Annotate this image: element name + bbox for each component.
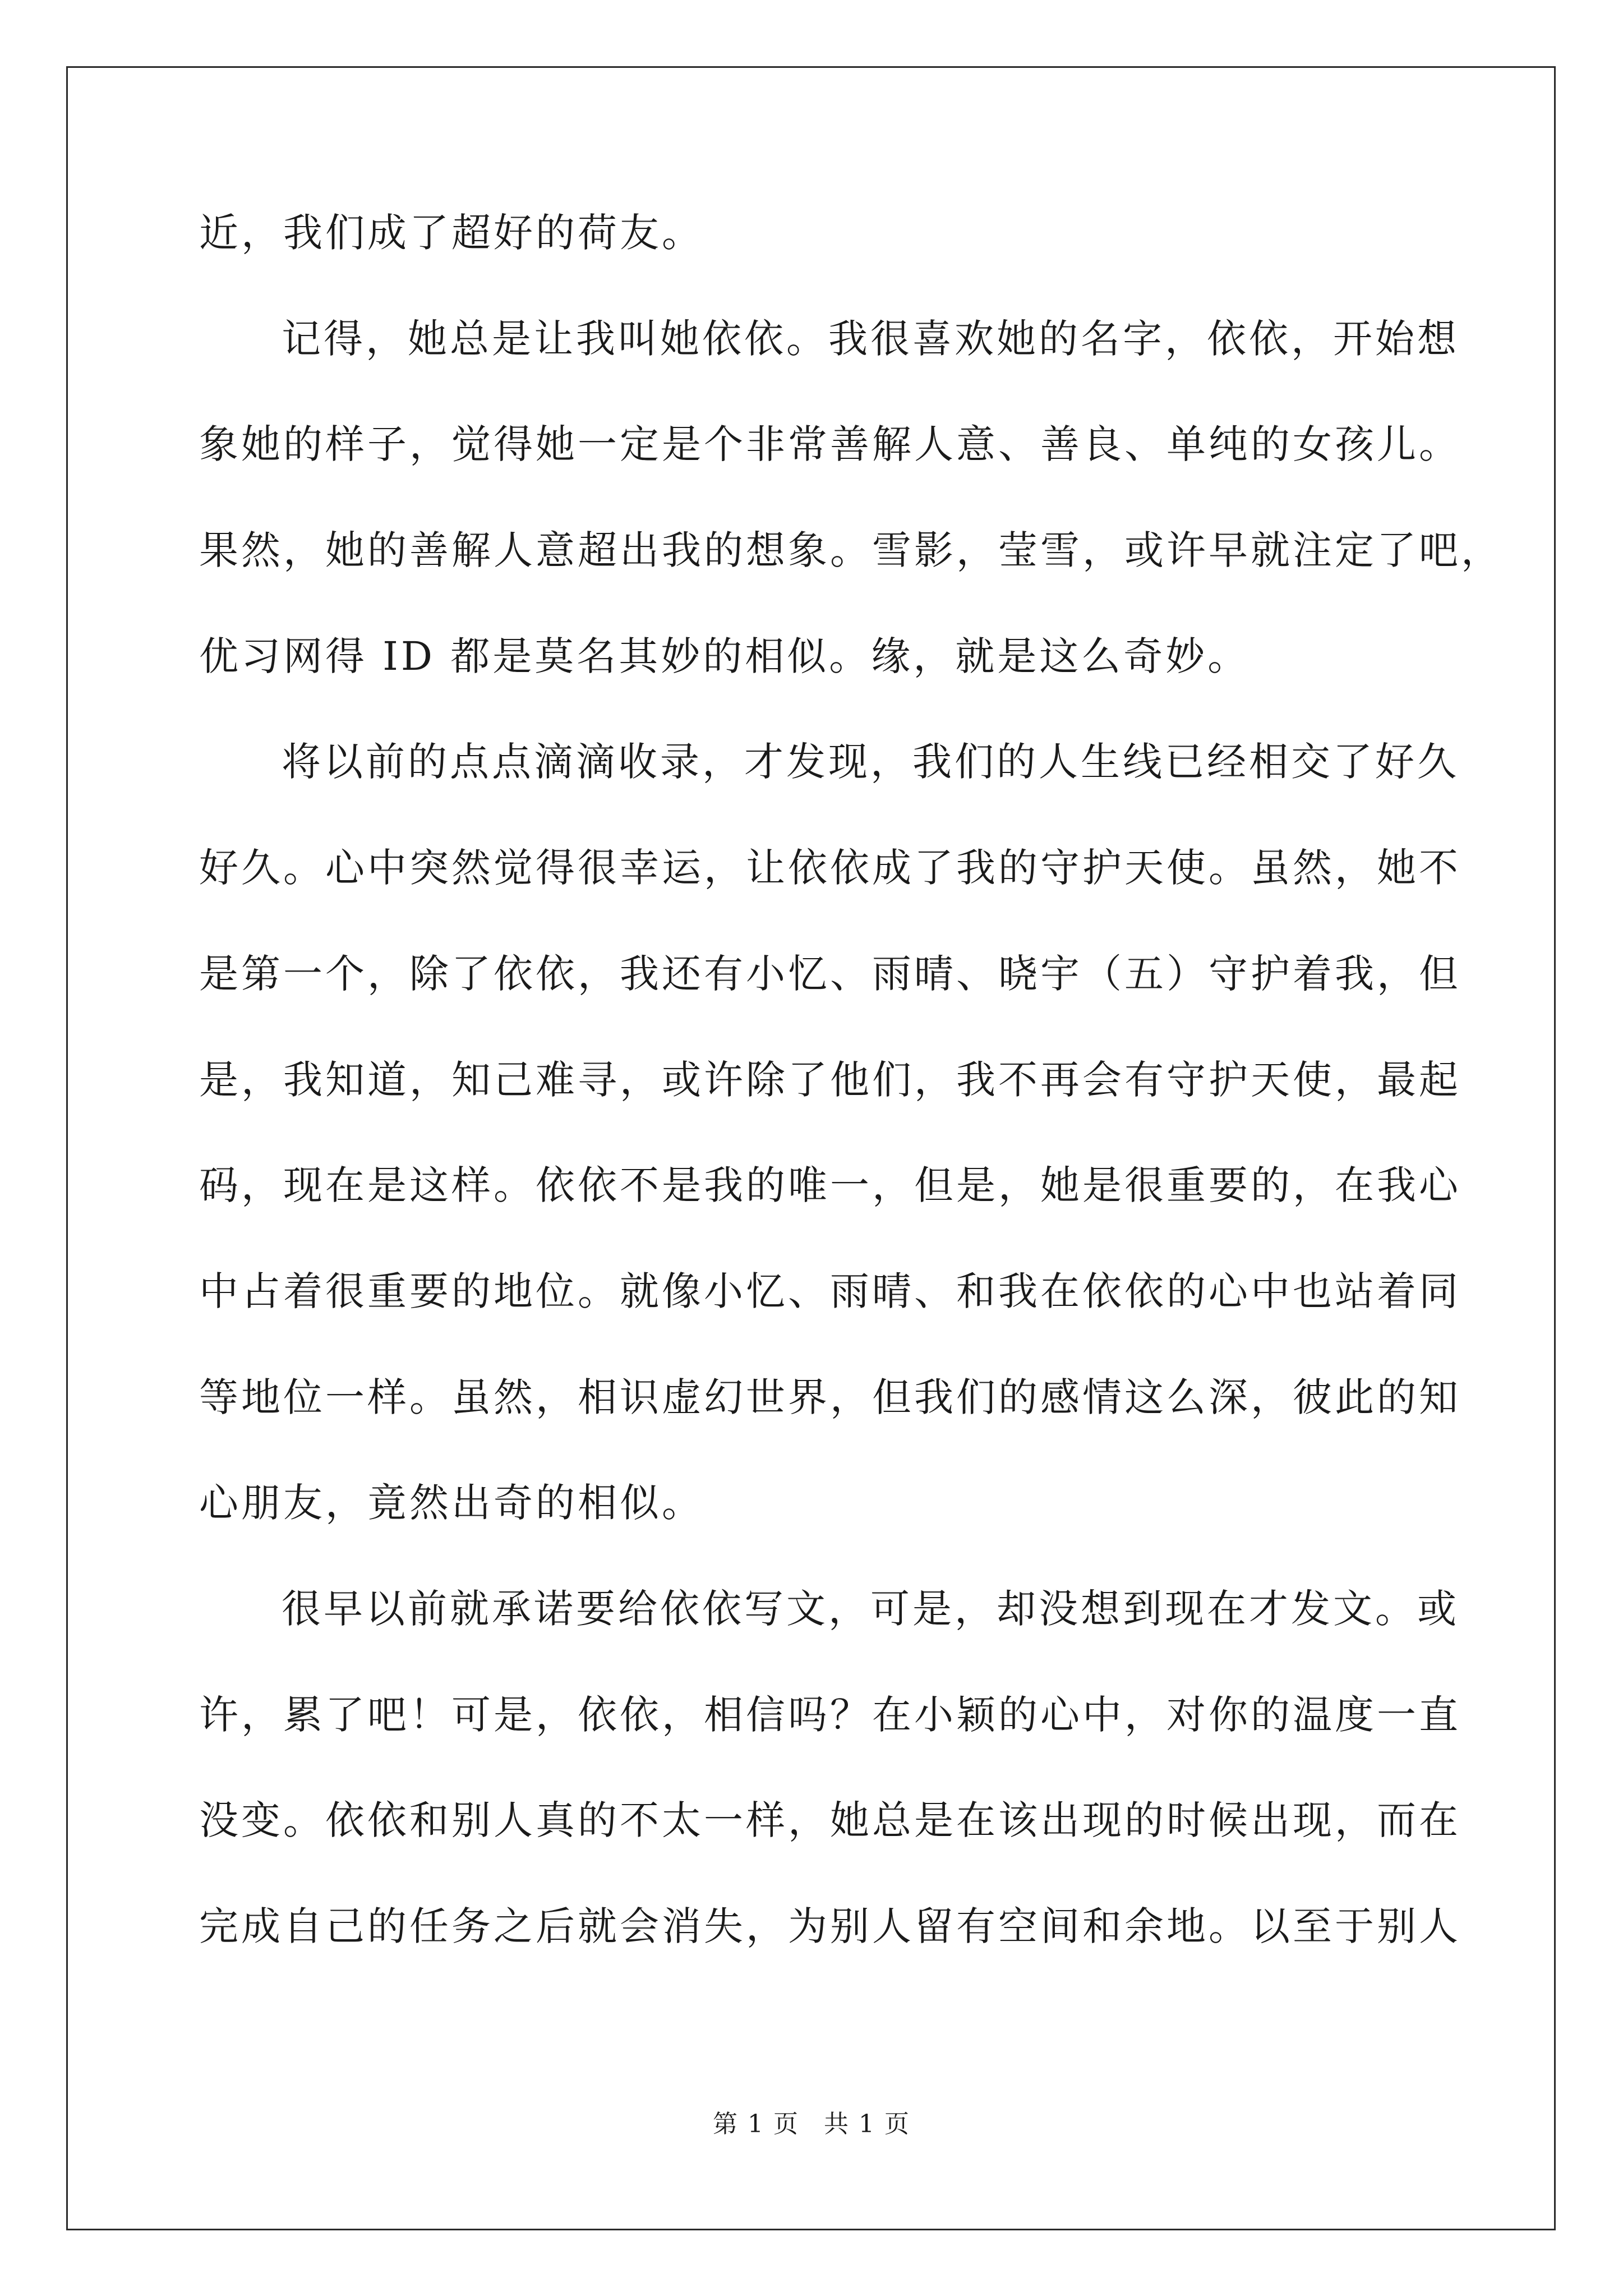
text-line: 近，我们成了超好的荷友。 <box>199 210 704 256</box>
text-line: 中占着很重要的地位。就像小忆、雨晴、和我在依依的心中也站着同 <box>199 1268 1461 1314</box>
page-footer <box>0 2112 1623 2137</box>
text-line: 许，累了吧！可是，依依，相信吗？在小颖的心中，对你的温度一直 <box>199 1691 1461 1738</box>
text-line: 是，我知道，知己难寻，或许除了他们，我不再会有守护天使，最起 <box>199 1056 1461 1103</box>
page-number-current: 第 1 页 <box>713 2110 799 2138</box>
text-line: 心朋友，竟然出奇的相似。 <box>199 1480 704 1526</box>
paragraph-first-line: 将以前的点点滴滴收录，才发现，我们的人生线已经相交了好久 <box>282 739 1459 785</box>
text-line: 是第一个，除了依依，我还有小忆、雨晴、晓宇（五）守护着我，但 <box>199 950 1461 997</box>
text-line: 优习网得 ID 都是莫名其妙的相似。缘，就是这么奇妙。 <box>199 633 1250 679</box>
paragraph-first-line: 很早以前就承诺要给依依写文，可是，却没想到现在才发文。或 <box>282 1585 1459 1632</box>
paragraph-first-line: 记得，她总是让我叫她依依。我很喜欢她的名字，依依，开始想 <box>282 315 1459 362</box>
text-line: 码，现在是这样。依依不是我的唯一，但是，她是很重要的，在我心 <box>199 1162 1461 1209</box>
text-line: 象她的样子，觉得她一定是个非常善解人意、善良、单纯的女孩儿。 <box>199 421 1461 468</box>
text-line: 果然，她的善解人意超出我的想象。雪影，莹雪，或许早就注定了吧， <box>199 527 1503 574</box>
page-number-total: 共 1 页 <box>824 2110 910 2138</box>
text-line: 完成自己的任务之后就会消失，为别人留有空间和余地。以至于别人 <box>199 1903 1461 1949</box>
text-line: 没变。依依和别人真的不太一样，她总是在该出现的时候出现，而在 <box>199 1797 1461 1844</box>
text-line: 等地位一样。虽然，相识虚幻世界，但我们的感情这么深，彼此的知 <box>199 1374 1461 1420</box>
document-body <box>199 210 1503 2013</box>
text-line: 好久。心中突然觉得很幸运，让依依成了我的守护天使。虽然，她不 <box>199 845 1461 891</box>
